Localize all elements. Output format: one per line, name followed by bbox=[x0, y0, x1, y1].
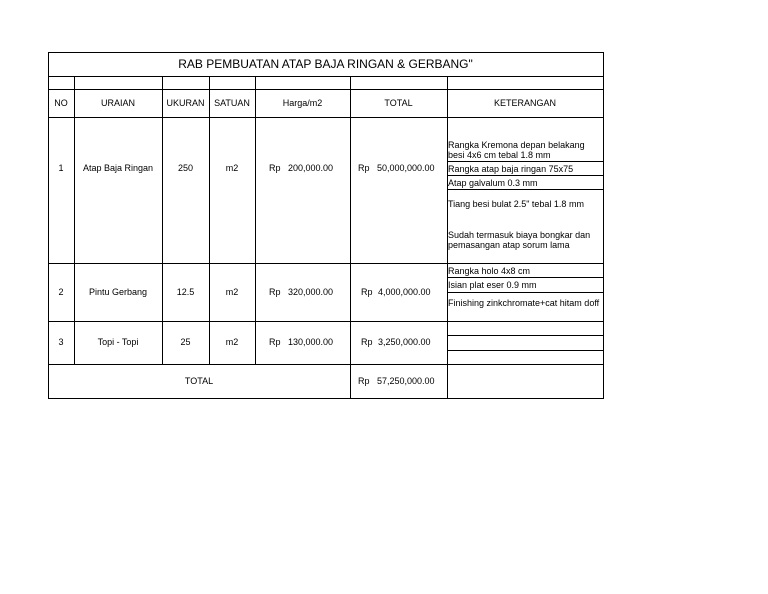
cell-no: 1 bbox=[58, 163, 64, 173]
row-divider bbox=[48, 76, 603, 77]
note-divider bbox=[447, 189, 603, 190]
note-item: Rangka holo 4x8 cm bbox=[448, 266, 531, 276]
note-item: Rangka Kremona depan belakang besi 4x6 cm tebal 1.8 mm bbox=[448, 140, 585, 160]
cell-uraian: Pintu Gerbang bbox=[88, 287, 148, 297]
col-divider bbox=[255, 76, 256, 364]
table-border-right bbox=[603, 52, 604, 399]
note-divider bbox=[447, 335, 603, 336]
cell-harga-prefix: Rp bbox=[269, 337, 281, 347]
grand-total-label: TOTAL bbox=[184, 376, 214, 386]
note-item: Tiang besi bulat 2.5" tebal 1.8 mm bbox=[448, 199, 584, 209]
cell-harga-prefix: Rp bbox=[269, 287, 281, 297]
note-divider bbox=[447, 350, 603, 351]
row-divider bbox=[48, 89, 603, 90]
header-no: NO bbox=[54, 98, 68, 108]
cell-total: 4,000,000.00 bbox=[378, 287, 431, 297]
note-item: Isian plat eser 0.9 mm bbox=[448, 280, 537, 290]
note-item: Finishing zinkchromate+cat hitam doff bbox=[448, 298, 600, 308]
header-keterangan: KETERANGAN bbox=[493, 98, 556, 108]
cell-uraian: Atap Baja Ringan bbox=[82, 163, 154, 173]
col-divider bbox=[74, 76, 75, 364]
cell-harga: 320,000.00 bbox=[288, 287, 334, 297]
cell-total-prefix: Rp bbox=[361, 287, 373, 297]
cell-ukuran: 250 bbox=[177, 163, 194, 173]
header-harga: Harga/m2 bbox=[282, 98, 323, 108]
note-item: Sudah termasuk biaya bongkar dan pemasangan atap sorum lama bbox=[448, 230, 591, 250]
col-divider bbox=[209, 76, 210, 364]
header-total: TOTAL bbox=[384, 98, 413, 108]
cell-satuan: m2 bbox=[225, 287, 239, 297]
note-divider bbox=[447, 175, 603, 176]
cell-harga: 200,000.00 bbox=[288, 163, 334, 173]
grand-total-prefix: Rp bbox=[358, 376, 370, 386]
cell-satuan: m2 bbox=[225, 163, 239, 173]
header-satuan: SATUAN bbox=[214, 98, 250, 108]
note-item: Atap galvalum 0.3 mm bbox=[448, 178, 538, 188]
cell-ukuran: 12.5 bbox=[176, 287, 195, 297]
row-divider bbox=[48, 117, 603, 118]
cell-satuan: m2 bbox=[225, 337, 239, 347]
cell-ukuran: 25 bbox=[180, 337, 191, 347]
cell-total-prefix: Rp bbox=[361, 337, 373, 347]
cell-total: 50,000,000.00 bbox=[377, 163, 435, 173]
row-divider bbox=[48, 321, 603, 322]
cell-no: 3 bbox=[58, 337, 64, 347]
header-uraian: URAIAN bbox=[100, 98, 135, 108]
col-divider bbox=[162, 76, 163, 364]
cell-total-prefix: Rp bbox=[358, 163, 370, 173]
cell-harga-prefix: Rp bbox=[269, 163, 281, 173]
header-ukuran: UKURAN bbox=[166, 98, 205, 108]
note-item: Rangka atap baja ringan 75x75 bbox=[448, 164, 574, 174]
note-divider bbox=[447, 161, 603, 162]
row-divider bbox=[48, 364, 603, 365]
note-divider bbox=[447, 292, 603, 293]
cell-no: 2 bbox=[58, 287, 64, 297]
row-divider bbox=[48, 263, 603, 264]
cell-total: 3,250,000.00 bbox=[378, 337, 431, 347]
cell-uraian: Topi - Topi bbox=[97, 337, 139, 347]
grand-total-value: 57,250,000.00 bbox=[377, 376, 435, 386]
col-divider bbox=[350, 76, 351, 398]
cell-harga: 130,000.00 bbox=[288, 337, 334, 347]
note-divider bbox=[447, 277, 603, 278]
document-title: RAB PEMBUATAN ATAP BAJA RINGAN & GERBANG" bbox=[178, 57, 473, 71]
table-border-bottom bbox=[48, 398, 603, 399]
table-border-top bbox=[48, 52, 603, 53]
